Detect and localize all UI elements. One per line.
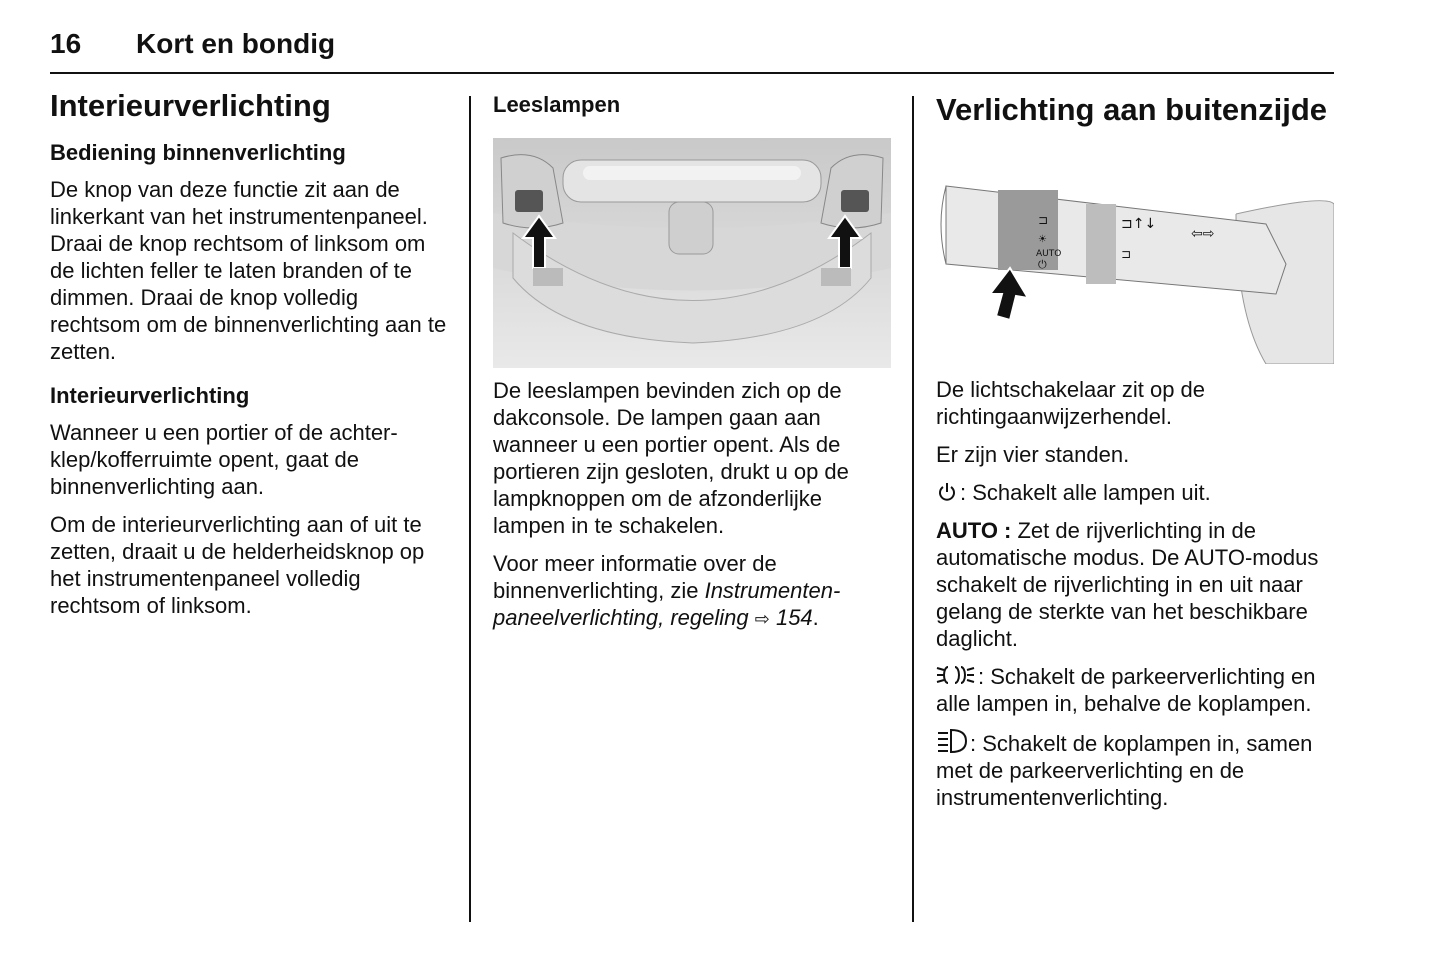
column-interior-lighting bbox=[50, 88, 450, 630]
column-exterior-lighting bbox=[936, 88, 1336, 822]
paragraph-control: De knop van deze functie zit aan de linkerkant van het instrumentenpaneel. Draai de knop rechtsom of linksom om de lichten feller te laten branden of te dimmen. Draai de knop volledig rechtsom om de binnenverlichting aan te zetten. bbox=[50, 177, 447, 364]
item-off bbox=[936, 479, 1336, 506]
svg-text:⊐: ⊐ bbox=[1038, 213, 1049, 227]
page-number: 16 bbox=[50, 28, 82, 59]
page-header bbox=[50, 26, 1334, 74]
item-auto bbox=[936, 517, 1336, 652]
section-title: Kort en bondig bbox=[136, 28, 336, 59]
subheading-control: Bediening binnenverlichting bbox=[50, 140, 346, 165]
column-reading-lamps bbox=[493, 88, 893, 644]
page-ref-arrow-icon: ⇨ bbox=[754, 609, 770, 629]
svg-text:⊐: ⊐ bbox=[1121, 247, 1132, 261]
paragraph-switch-location: De lichtschakelaar zit op de richtingaanwijzerhendel. bbox=[936, 377, 1206, 429]
column-divider bbox=[912, 96, 914, 922]
svg-text:⏻: ⏻ bbox=[1038, 258, 1047, 271]
item-auto-text: Zet de rijverlichting in de automatische modus. De AUTO-modus schakelt de rijverlichting in en uit naar gelang de sterkte van het beschikbare daglicht. bbox=[936, 518, 1319, 651]
figure-auto-label: AUTO bbox=[1036, 249, 1062, 259]
svg-text:⊐↑↓: ⊐↑↓ bbox=[1121, 216, 1157, 232]
reference-title: Instrumentenpaneelverlichting, regeling bbox=[493, 578, 841, 630]
headlight-icon bbox=[936, 728, 968, 754]
punctuation: . bbox=[812, 605, 819, 630]
item-off-text: : Schakelt alle lampen uit. bbox=[960, 480, 1211, 505]
reading-lamps-figure bbox=[493, 138, 891, 368]
item-headlights-text: : Schakelt de koplampen in, samen met de parkeerverlichting en de instrumentenverlichting. bbox=[936, 731, 1313, 810]
heading-reading-lamps: Leeslampen bbox=[493, 92, 621, 117]
paragraph-more-info bbox=[493, 550, 893, 633]
subheading-interior: Interieurverlichting bbox=[50, 383, 250, 408]
column-divider bbox=[469, 96, 471, 922]
paragraph-positions: Er zijn vier standen. bbox=[936, 442, 1130, 467]
power-icon bbox=[936, 481, 958, 503]
parking-light-icon bbox=[936, 663, 976, 687]
heading-exterior-lighting: Verlichting aan buitenzijde bbox=[936, 92, 1328, 127]
item-parking bbox=[936, 663, 1336, 717]
light-switch-figure bbox=[936, 164, 1334, 364]
reference-page: 154 bbox=[769, 605, 813, 630]
item-headlights bbox=[936, 728, 1336, 811]
item-parking-text: : Schakelt de parkeerverlichting en alle lampen in, behalve de koplampen. bbox=[936, 664, 1316, 716]
paragraph-door: Wanneer u een portier of de achterklep/kofferruimte opent, gaat de binnenverlichting aan. bbox=[50, 420, 398, 499]
paragraph-reading-lamps: De leeslampen bevinden zich op de dakconsole. De lampen gaan aan wanneer u een portier opent. Als de portieren zijn gesloten, drukt u op de lampknoppen om de afzonderlijke lampen in te schakelen. bbox=[493, 378, 849, 538]
text-more-info: Voor meer informatie over de binnenverlichting, zie bbox=[493, 551, 777, 603]
heading-interior-lighting: Interieurverlichting bbox=[50, 88, 331, 123]
item-auto-label: AUTO : bbox=[936, 518, 1012, 543]
paragraph-toggle: Om de interieurverlichting aan of uit te zetten, draait u de helderheidsknop op het instrumentenpaneel volledig rechtsom of linksom. bbox=[50, 512, 425, 618]
svg-text:⇦⇨: ⇦⇨ bbox=[1191, 226, 1215, 242]
svg-text:☀: ☀ bbox=[1038, 234, 1047, 245]
